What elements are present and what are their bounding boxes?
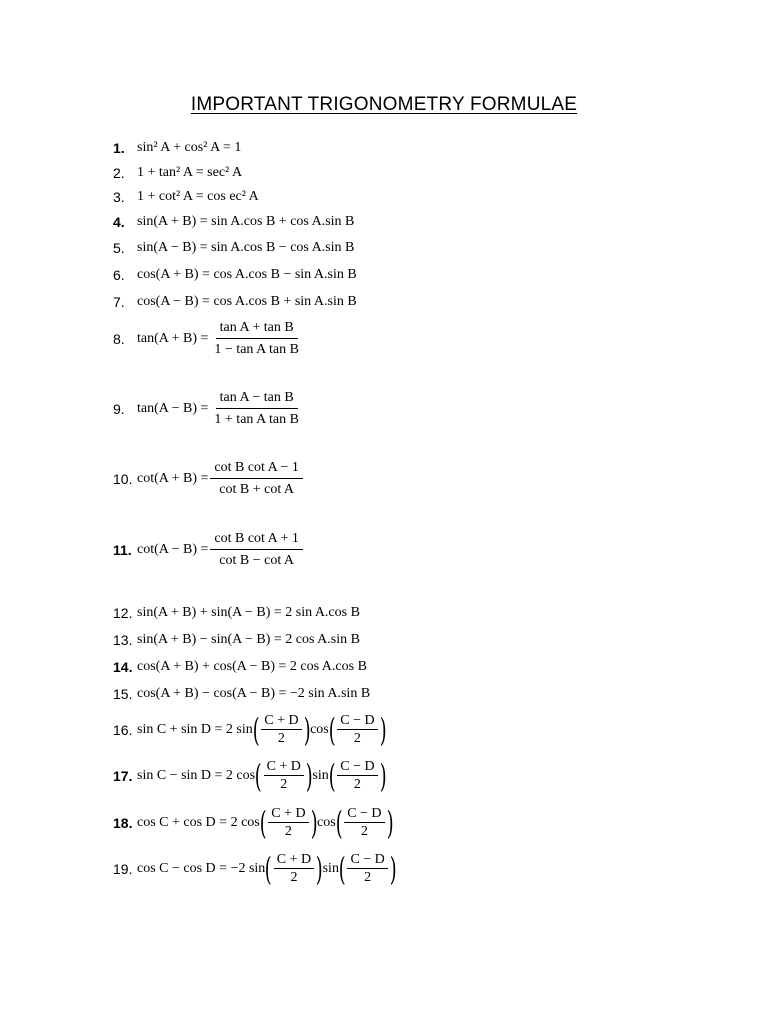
paren-group	[336, 805, 393, 840]
formula-row-13	[113, 632, 360, 648]
formula-function: cos	[310, 721, 329, 737]
formula-row-2	[113, 165, 242, 181]
fraction-denominator: cot B − cot A	[219, 553, 295, 568]
right-paren: )	[379, 756, 387, 795]
formula-number: 5.	[113, 240, 125, 256]
formula-expression	[137, 319, 305, 358]
formula-number: 18.	[113, 814, 133, 831]
page-title: IMPORTANT TRIGONOMETRY FORMULAE	[190, 94, 578, 115]
formula-expression	[137, 459, 305, 498]
fraction-numerator: C − D	[337, 712, 377, 730]
formula-lhs: cot(A − B) =	[137, 541, 209, 557]
fraction	[268, 805, 308, 840]
fraction-numerator: C + D	[261, 712, 301, 730]
formula-number: 17.	[113, 767, 133, 784]
formula-number: 19.	[113, 860, 133, 877]
formula-expression	[137, 805, 393, 840]
left-paren: (	[252, 710, 260, 749]
left-paren: (	[328, 756, 336, 795]
fraction	[210, 459, 303, 498]
formula-row-18	[113, 805, 393, 840]
formula-lhs: tan(A − B) =	[137, 400, 209, 416]
fraction-numerator: C − D	[347, 851, 387, 869]
fraction-numerator: cot B cot A + 1	[210, 530, 303, 550]
formula-expression: sin(A + B) = sin A.cos B + cos A.sin B	[137, 214, 355, 229]
formula-number: 10.	[113, 470, 133, 487]
formula-number: 2.	[113, 165, 125, 181]
paren-group	[329, 758, 386, 793]
formula-row-17	[113, 758, 386, 793]
paren-group	[253, 712, 310, 747]
fraction	[337, 712, 377, 747]
formula-function: cos	[317, 814, 336, 830]
formula-lhs: cos C + cos D = 2 cos	[137, 814, 260, 830]
paren-group	[260, 805, 317, 840]
fraction-denominator: 2	[353, 777, 361, 792]
formula-row-12	[113, 605, 360, 621]
formula-row-5	[113, 240, 354, 256]
formula-expression: 1 + cot² A = cos ec² A	[137, 189, 259, 204]
formula-number: 4.	[113, 214, 125, 230]
formula-number: 3.	[113, 189, 125, 205]
right-paren: )	[305, 756, 313, 795]
formula-row-19	[113, 851, 396, 886]
left-paren: (	[338, 849, 346, 888]
formula-number: 7.	[113, 294, 125, 310]
formula-expression: sin(A + B) − sin(A − B) = 2 cos A.sin B	[137, 632, 360, 647]
fraction-denominator: 2	[360, 824, 368, 839]
fraction	[274, 851, 314, 886]
fraction-denominator: 1 − tan A tan B	[214, 342, 299, 357]
formula-number: 14.	[113, 659, 133, 675]
formula-number: 1.	[113, 140, 125, 156]
formula-number: 13.	[113, 632, 133, 648]
formula-row-16	[113, 712, 386, 747]
formula-number: 12.	[113, 605, 133, 621]
formula-number: 16.	[113, 721, 133, 738]
fraction	[210, 319, 303, 358]
fraction-numerator: C + D	[274, 851, 314, 869]
formula-row-9	[113, 389, 305, 428]
left-paren: (	[259, 803, 267, 842]
formula-expression	[137, 758, 386, 793]
paren-group	[265, 851, 322, 886]
fraction-numerator: C + D	[268, 805, 308, 823]
fraction-denominator: 2	[290, 870, 298, 885]
formula-row-6	[113, 267, 357, 283]
formula-expression: cos(A + B) = cos A.cos B − sin A.sin B	[137, 267, 357, 282]
formula-row-4	[113, 214, 354, 230]
left-paren: (	[335, 803, 343, 842]
left-paren: (	[265, 849, 272, 888]
formula-expression: cos(A + B) − cos(A − B) = −2 sin A.sin B	[137, 686, 371, 701]
formula-number: 15.	[113, 686, 133, 702]
right-paren: )	[379, 710, 387, 749]
fraction	[261, 712, 301, 747]
formula-expression: sin(A + B) + sin(A − B) = 2 sin A.cos B	[137, 605, 360, 620]
fraction-denominator: 2	[280, 777, 288, 792]
formula-number: 9.	[113, 400, 125, 417]
fraction-denominator: 2	[364, 870, 372, 885]
right-paren: )	[310, 803, 318, 842]
right-paren: )	[303, 710, 311, 749]
formula-lhs: cos C − cos D = −2 sin	[137, 860, 266, 876]
fraction-numerator: cot B cot A − 1	[210, 459, 303, 479]
left-paren: (	[328, 710, 336, 749]
paren-group	[255, 758, 312, 793]
right-paren: )	[386, 803, 394, 842]
formula-expression: cos(A − B) = cos A.cos B + sin A.sin B	[137, 294, 357, 309]
formula-expression	[137, 389, 305, 428]
formula-lhs: sin C + sin D = 2 sin	[137, 721, 253, 737]
formula-row-10	[113, 459, 305, 498]
right-paren: )	[389, 849, 397, 888]
formula-lhs: sin C − sin D = 2 cos	[137, 767, 256, 783]
formula-expression: 1 + tan² A = sec² A	[137, 165, 243, 180]
fraction-denominator: 1 + tan A tan B	[214, 412, 299, 427]
fraction	[347, 851, 387, 886]
formula-expression	[137, 712, 386, 747]
fraction-denominator: 2	[353, 731, 361, 746]
formula-row-14	[113, 659, 367, 675]
formula-expression	[137, 851, 396, 886]
fraction	[337, 758, 377, 793]
formula-number: 6.	[113, 267, 125, 283]
formula-expression: sin(A − B) = sin A.cos B − cos A.sin B	[137, 240, 355, 255]
formula-expression: cos(A + B) + cos(A − B) = 2 cos A.cos B	[137, 659, 367, 674]
formula-row-1	[113, 140, 241, 156]
formula-row-11	[113, 530, 305, 569]
right-paren: )	[315, 849, 323, 888]
fraction-denominator: 2	[277, 731, 285, 746]
fraction	[344, 805, 384, 840]
paren-group	[339, 851, 396, 886]
formula-expression: sin² A + cos² A = 1	[137, 140, 242, 155]
formula-function: sin	[312, 767, 329, 783]
paren-group	[329, 712, 386, 747]
fraction-numerator: C − D	[344, 805, 384, 823]
formula-function: sin	[322, 860, 339, 876]
formula-row-15	[113, 686, 370, 702]
formula-number: 11.	[113, 541, 132, 558]
formula-row-7	[113, 294, 357, 310]
fraction	[210, 530, 303, 569]
formula-number: 8.	[113, 330, 125, 347]
fraction-numerator: C − D	[337, 758, 377, 776]
left-paren: (	[254, 756, 262, 795]
fraction-numerator: C + D	[264, 758, 304, 776]
fraction-numerator: tan A − tan B	[216, 389, 298, 409]
fraction	[210, 389, 303, 428]
formula-lhs: tan(A + B) =	[137, 330, 209, 346]
fraction-denominator: 2	[284, 824, 292, 839]
formula-expression	[137, 530, 305, 569]
fraction-denominator: cot B + cot A	[219, 482, 295, 497]
formula-row-8	[113, 319, 305, 358]
fraction-numerator: tan A + tan B	[216, 319, 298, 339]
fraction	[264, 758, 304, 793]
formula-lhs: cot(A + B) =	[137, 470, 209, 486]
formula-row-3	[113, 189, 259, 205]
